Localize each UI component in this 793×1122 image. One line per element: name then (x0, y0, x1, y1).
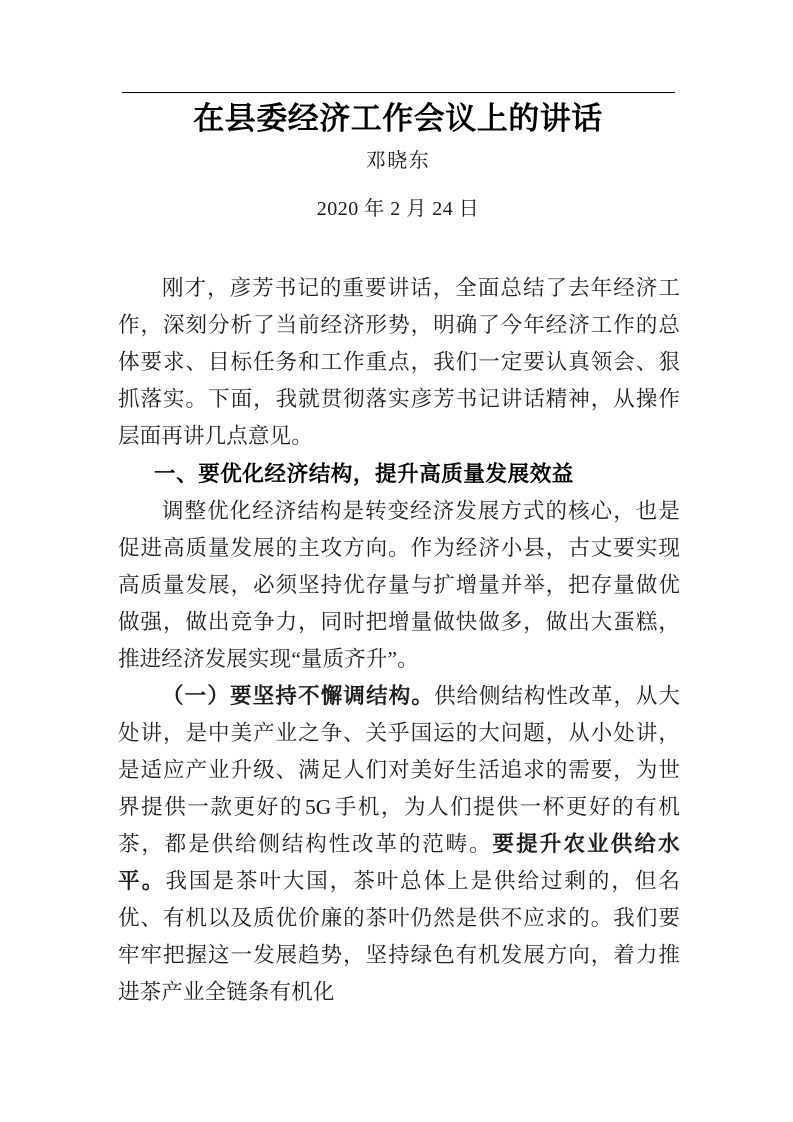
item-one-latin-token: 5G (304, 795, 332, 819)
paragraph-opening: 刚才，彦芳书记的重要讲话，全面总结了去年经济工作，深刻分析了当前经济形势，明确了今年经济工作的总体要求、目标任务和工作重点，我们一定要认真领会、狠抓落实。下面，我就贯彻落实彦芳书记讲话精神，从操作层面再讲几点意见。 (118, 276, 680, 448)
item-one-lead-in-secondary: 要提升农业供给水平。 (118, 832, 680, 893)
page-title: 在县委经济工作会议上的讲话 (193, 101, 603, 136)
item-one-text-part-one: 供给侧结构性改革，从大处讲，是中美产业之争、关乎国运的大问题，从小处讲，是适应产业升级、满足人们对美好生活追求的需要，为世界提供一款更好的 (118, 684, 680, 819)
document-body (118, 270, 680, 1011)
item-one-lead-in: （一）要坚持不懈调结构。 (162, 684, 435, 708)
title-block (118, 98, 678, 226)
header-divider-rule (122, 92, 675, 93)
paragraph-section-one-body: 调整优化经济结构是转变经济发展方式的核心，也是促进高质量发展的主攻方向。作为经济小县，古丈要实现高质量发展，必须坚持优存量与扩增量并举，把存量做优做强，做出竞争力，同时把增量做快做多，做出大蛋糕，推进经济发展实现“量质齐升”。 (118, 499, 680, 671)
paragraph-item-one (118, 678, 680, 1011)
document-author: 邓晓东 (365, 150, 431, 172)
document-date: 2020 年 2 月 24 日 (316, 198, 480, 220)
item-one-text-part-two: 手机，为人们提供一杯更好的有机茶，都是供给侧结构性改革的范畴。 (118, 795, 680, 856)
section-heading-one: 一、要优化经济结构，提升高质量发展效益 (154, 462, 574, 486)
item-one-text-part-three: 我国是茶叶大国，茶叶总体上是供给过剩的，但名优、有机以及质优价廉的茶叶仍然是供不应求的。我们要牢牢把握这一发展趋势，坚持绿色有机发展方向，着力推进茶产业全链条有机化 (118, 869, 680, 1004)
